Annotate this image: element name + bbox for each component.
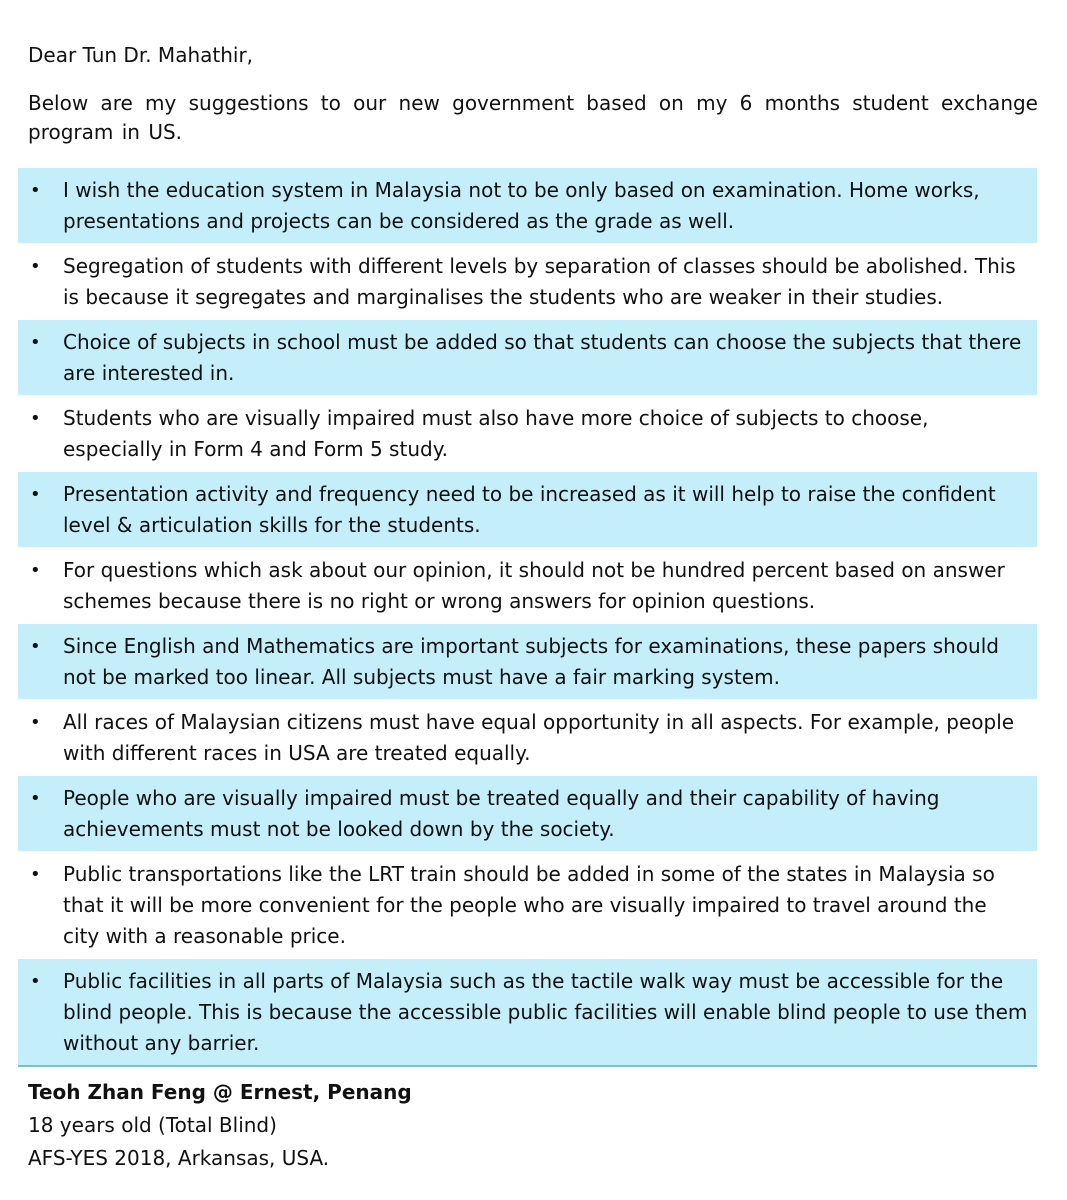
list-item [18,700,1037,776]
signature-name: Teoh Zhan Feng @ Ernest, Penang [28,1080,412,1104]
list-item [18,168,1037,244]
suggestion-text: Choice of subjects in school must be added so that students can choose the subjects that there are interested in. [63,330,1022,385]
bullet-icon: • [30,484,41,505]
list-item [18,776,1037,852]
bullet-icon: • [30,712,41,733]
suggestion-text: For questions which ask about our opinion, it should not be hundred percent based on answer schemes because there is no right or wrong answers for opinion questions. [63,558,1005,613]
list-item [18,624,1037,700]
bullet-icon: • [30,332,41,353]
intro-paragraph: Below are my suggestions to our new government based on my 6 months student exchange program in US. [28,91,1038,144]
suggestion-text: Students who are visually impaired must also have more choice of subjects to choose, especially in Form 4 and Form 5 study. [63,406,929,461]
list-item [18,852,1037,959]
signature-block [28,1076,412,1175]
salutation: Dear Tun Dr. Mahathir, [28,43,254,67]
bullet-icon: • [30,560,41,581]
signature-program: AFS-YES 2018, Arkansas, USA. [28,1146,330,1170]
list-item [18,959,1037,1067]
bullet-icon: • [30,180,41,201]
suggestion-list [18,168,1037,1067]
bullet-icon: • [30,788,41,809]
list-item [18,472,1037,548]
suggestion-text: Public facilities in all parts of Malaysia such as the tactile walk way must be accessible for the blind people. This is because the accessible public facilities will enable blind people to use them without any barrier. [63,969,1028,1055]
bullet-icon: • [30,408,41,429]
bullet-icon: • [30,971,41,992]
list-item [18,320,1037,396]
list-item [18,396,1037,472]
list-item [18,548,1037,624]
bullet-icon: • [30,864,41,885]
signature-age: 18 years old (Total Blind) [28,1113,277,1137]
suggestion-text: All races of Malaysian citizens must have equal opportunity in all aspects. For example, people with different races in USA are treated equally. [63,710,1015,765]
bullet-icon: • [30,636,41,657]
suggestion-text: Since English and Mathematics are important subjects for examinations, these papers should not be marked too linear. All subjects must have a fair marking system. [63,634,999,689]
suggestion-text: People who are visually impaired must be treated equally and their capability of having achievements must not be looked down by the society. [63,786,940,841]
suggestion-text: Public transportations like the LRT train should be added in some of the states in Malaysia so that it will be more convenient for the people who are visually impaired to travel around the city with a reasonable price. [63,862,995,948]
list-item [18,244,1037,320]
suggestion-text: Presentation activity and frequency need to be increased as it will help to raise the confident level & articulation skills for the students. [63,482,996,537]
bullet-icon: • [30,256,41,277]
suggestion-text: Segregation of students with different levels by separation of classes should be abolished. This is because it segregates and marginalises the students who are weaker in their studies. [63,254,1016,309]
suggestion-text: I wish the education system in Malaysia not to be only based on examination. Home works, presentations and projects can be considered as the grade as well. [63,178,980,233]
